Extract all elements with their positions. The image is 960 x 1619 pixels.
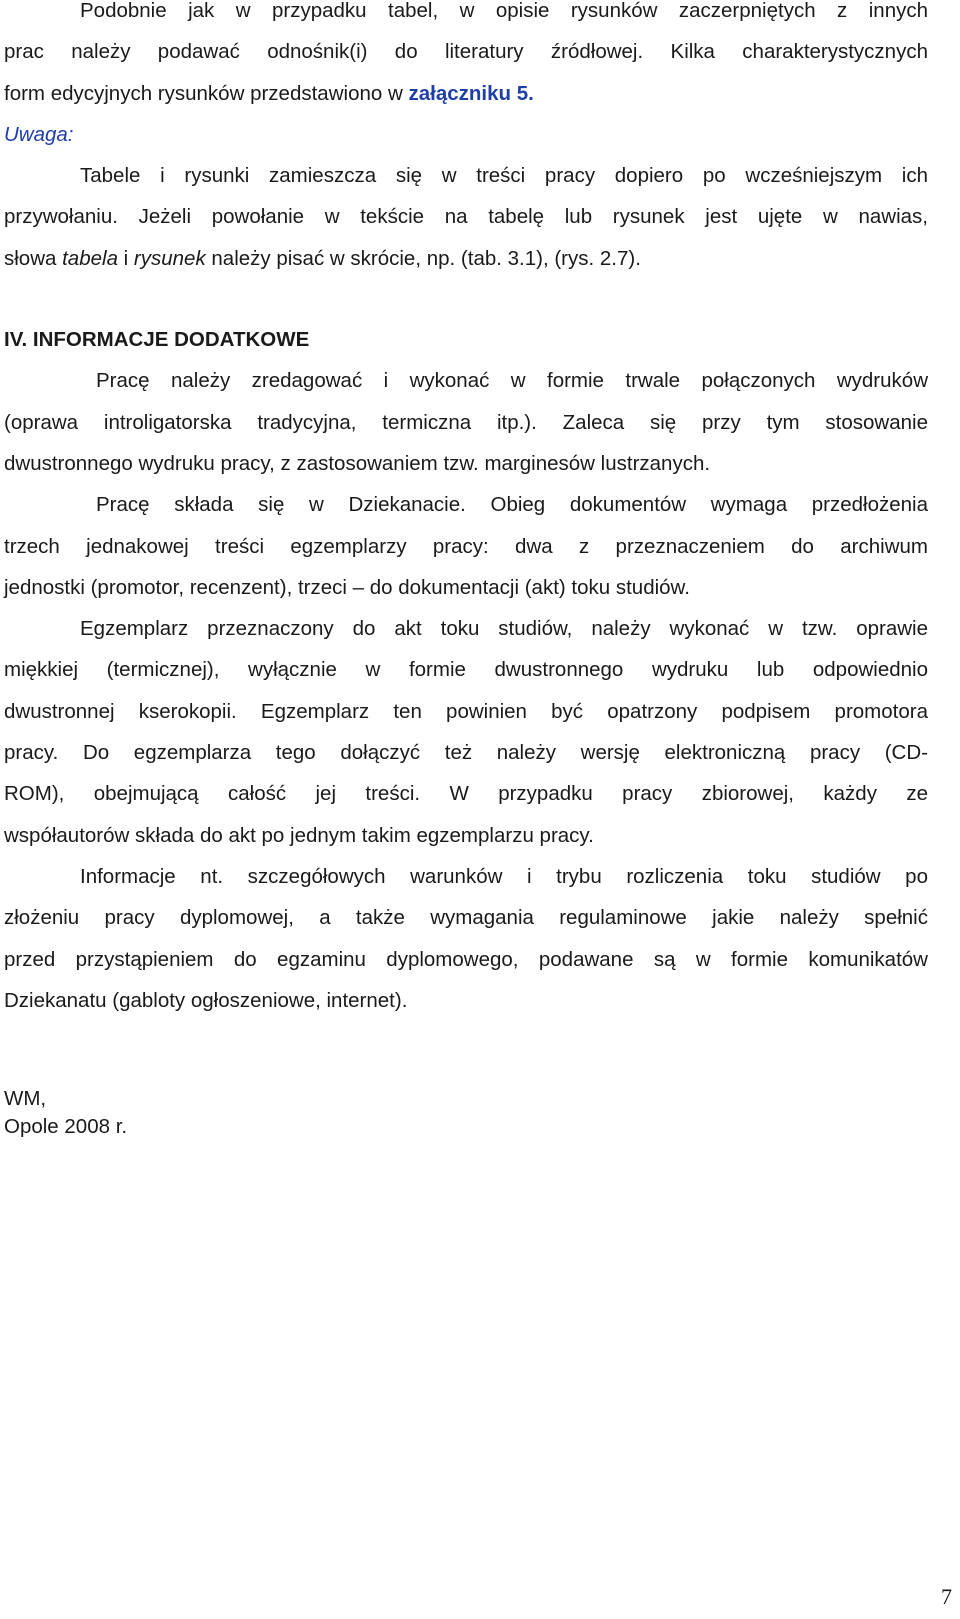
text-fragment: i <box>117 246 134 270</box>
signature-place-date: Opole 2008 r. <box>4 1115 128 1139</box>
text-line: prac należy podawać odnośnik(i) do literatury źródłowej. Kilka charakterystycznych <box>4 40 928 64</box>
paragraph-tables-figures <box>4 155 928 279</box>
text-line <box>4 238 928 279</box>
text-fragment-italic: rysunek <box>133 246 206 270</box>
text-line: Informacje nt. szczegółowych warunków i trybu rozliczenia toku studiów po <box>80 864 928 888</box>
paragraph-copy-requirements <box>4 608 928 856</box>
spacer <box>4 279 928 319</box>
text-line: Pracę należy zredagować i wykonać w formie trwale połączonych wydruków <box>96 369 928 393</box>
text-line: Tabele i rysunki zamieszcza się w treści pracy dopiero po wcześniejszym ich <box>80 164 928 188</box>
section-heading: IV. INFORMACJE DODATKOWE <box>4 328 310 352</box>
note-label: Uwaga: <box>4 122 74 146</box>
text-line <box>4 73 928 114</box>
spacer <box>4 1021 928 1085</box>
text-fragment: form edycyjnych rysunków przedstawiono w <box>4 81 409 105</box>
text-fragment-italic: tabela <box>62 246 118 270</box>
text-line: (oprawa introligatorska tradycyjna, termiczna itp.). Zaleca się przy tym stosowanie <box>4 410 928 434</box>
text-line: Dziekanatu (gabloty ogłoszeniowe, internet). <box>4 988 408 1012</box>
document-page <box>4 0 928 1141</box>
text-line: Pracę składa się w Dziekanacie. Obieg dokumentów wymaga przedłożenia <box>96 493 928 517</box>
paragraph-figure-references <box>4 0 928 114</box>
text-fragment: należy pisać w skrócie, np. (tab. 3.1), (rys. 2.7). <box>205 246 641 270</box>
signature-initials: WM, <box>4 1087 47 1111</box>
text-line: miękkiej (termicznej), wyłącznie w formie dwustronnego wydruku lub odpowiednio <box>4 658 928 682</box>
text-line: przywołaniu. Jeżeli powołanie w tekście na tabelę lub rysunek jest ujęte w nawias, <box>4 205 928 229</box>
text-fragment: słowa <box>4 246 63 270</box>
paragraph-information <box>4 856 928 1021</box>
text-line: Egzemplarz przeznaczony do akt toku studiów, należy wykonać w tzw. oprawie <box>80 617 928 641</box>
text-line: ROM), obejmującą całość jej treści. W przypadku pracy zbiorowej, każdy ze <box>4 782 928 806</box>
text-line: jednostki (promotor, recenzent), trzeci – do dokumentacji (akt) toku studiów. <box>4 575 690 599</box>
appendix-5-link[interactable]: załączniku 5 <box>408 81 529 105</box>
paragraph-submission <box>4 484 928 608</box>
text-line: dwustronnej kserokopii. Egzemplarz ten powinien być opatrzony podpisem promotora <box>4 699 928 723</box>
text-line: przed przystąpieniem do egzaminu dyplomowego, podawane są w formie komunikatów <box>4 947 928 971</box>
text-line: Podobnie jak w przypadku tabel, w opisie rysunków zaczerpniętych z innych <box>80 0 928 22</box>
text-line: trzech jednakowej treści egzemplarzy pracy: dwa z przeznaczeniem do archiwum <box>4 534 928 558</box>
text-line: pracy. Do egzemplarza tego dołączyć też należy wersję elektroniczną pracy (CD- <box>4 741 928 765</box>
text-line: złożeniu pracy dyplomowej, a także wymagania regulaminowe jakie należy spełnić <box>4 906 928 930</box>
text-line: współautorów składa do akt po jednym takim egzemplarzu pracy. <box>4 823 594 847</box>
text-line: dwustronnego wydruku pracy, z zastosowaniem tzw. marginesów lustrzanych. <box>4 451 711 475</box>
page-number: 7 <box>941 1584 952 1609</box>
text-fragment: . <box>528 81 534 105</box>
signature-block <box>4 1085 928 1141</box>
paragraph-binding <box>4 360 928 484</box>
